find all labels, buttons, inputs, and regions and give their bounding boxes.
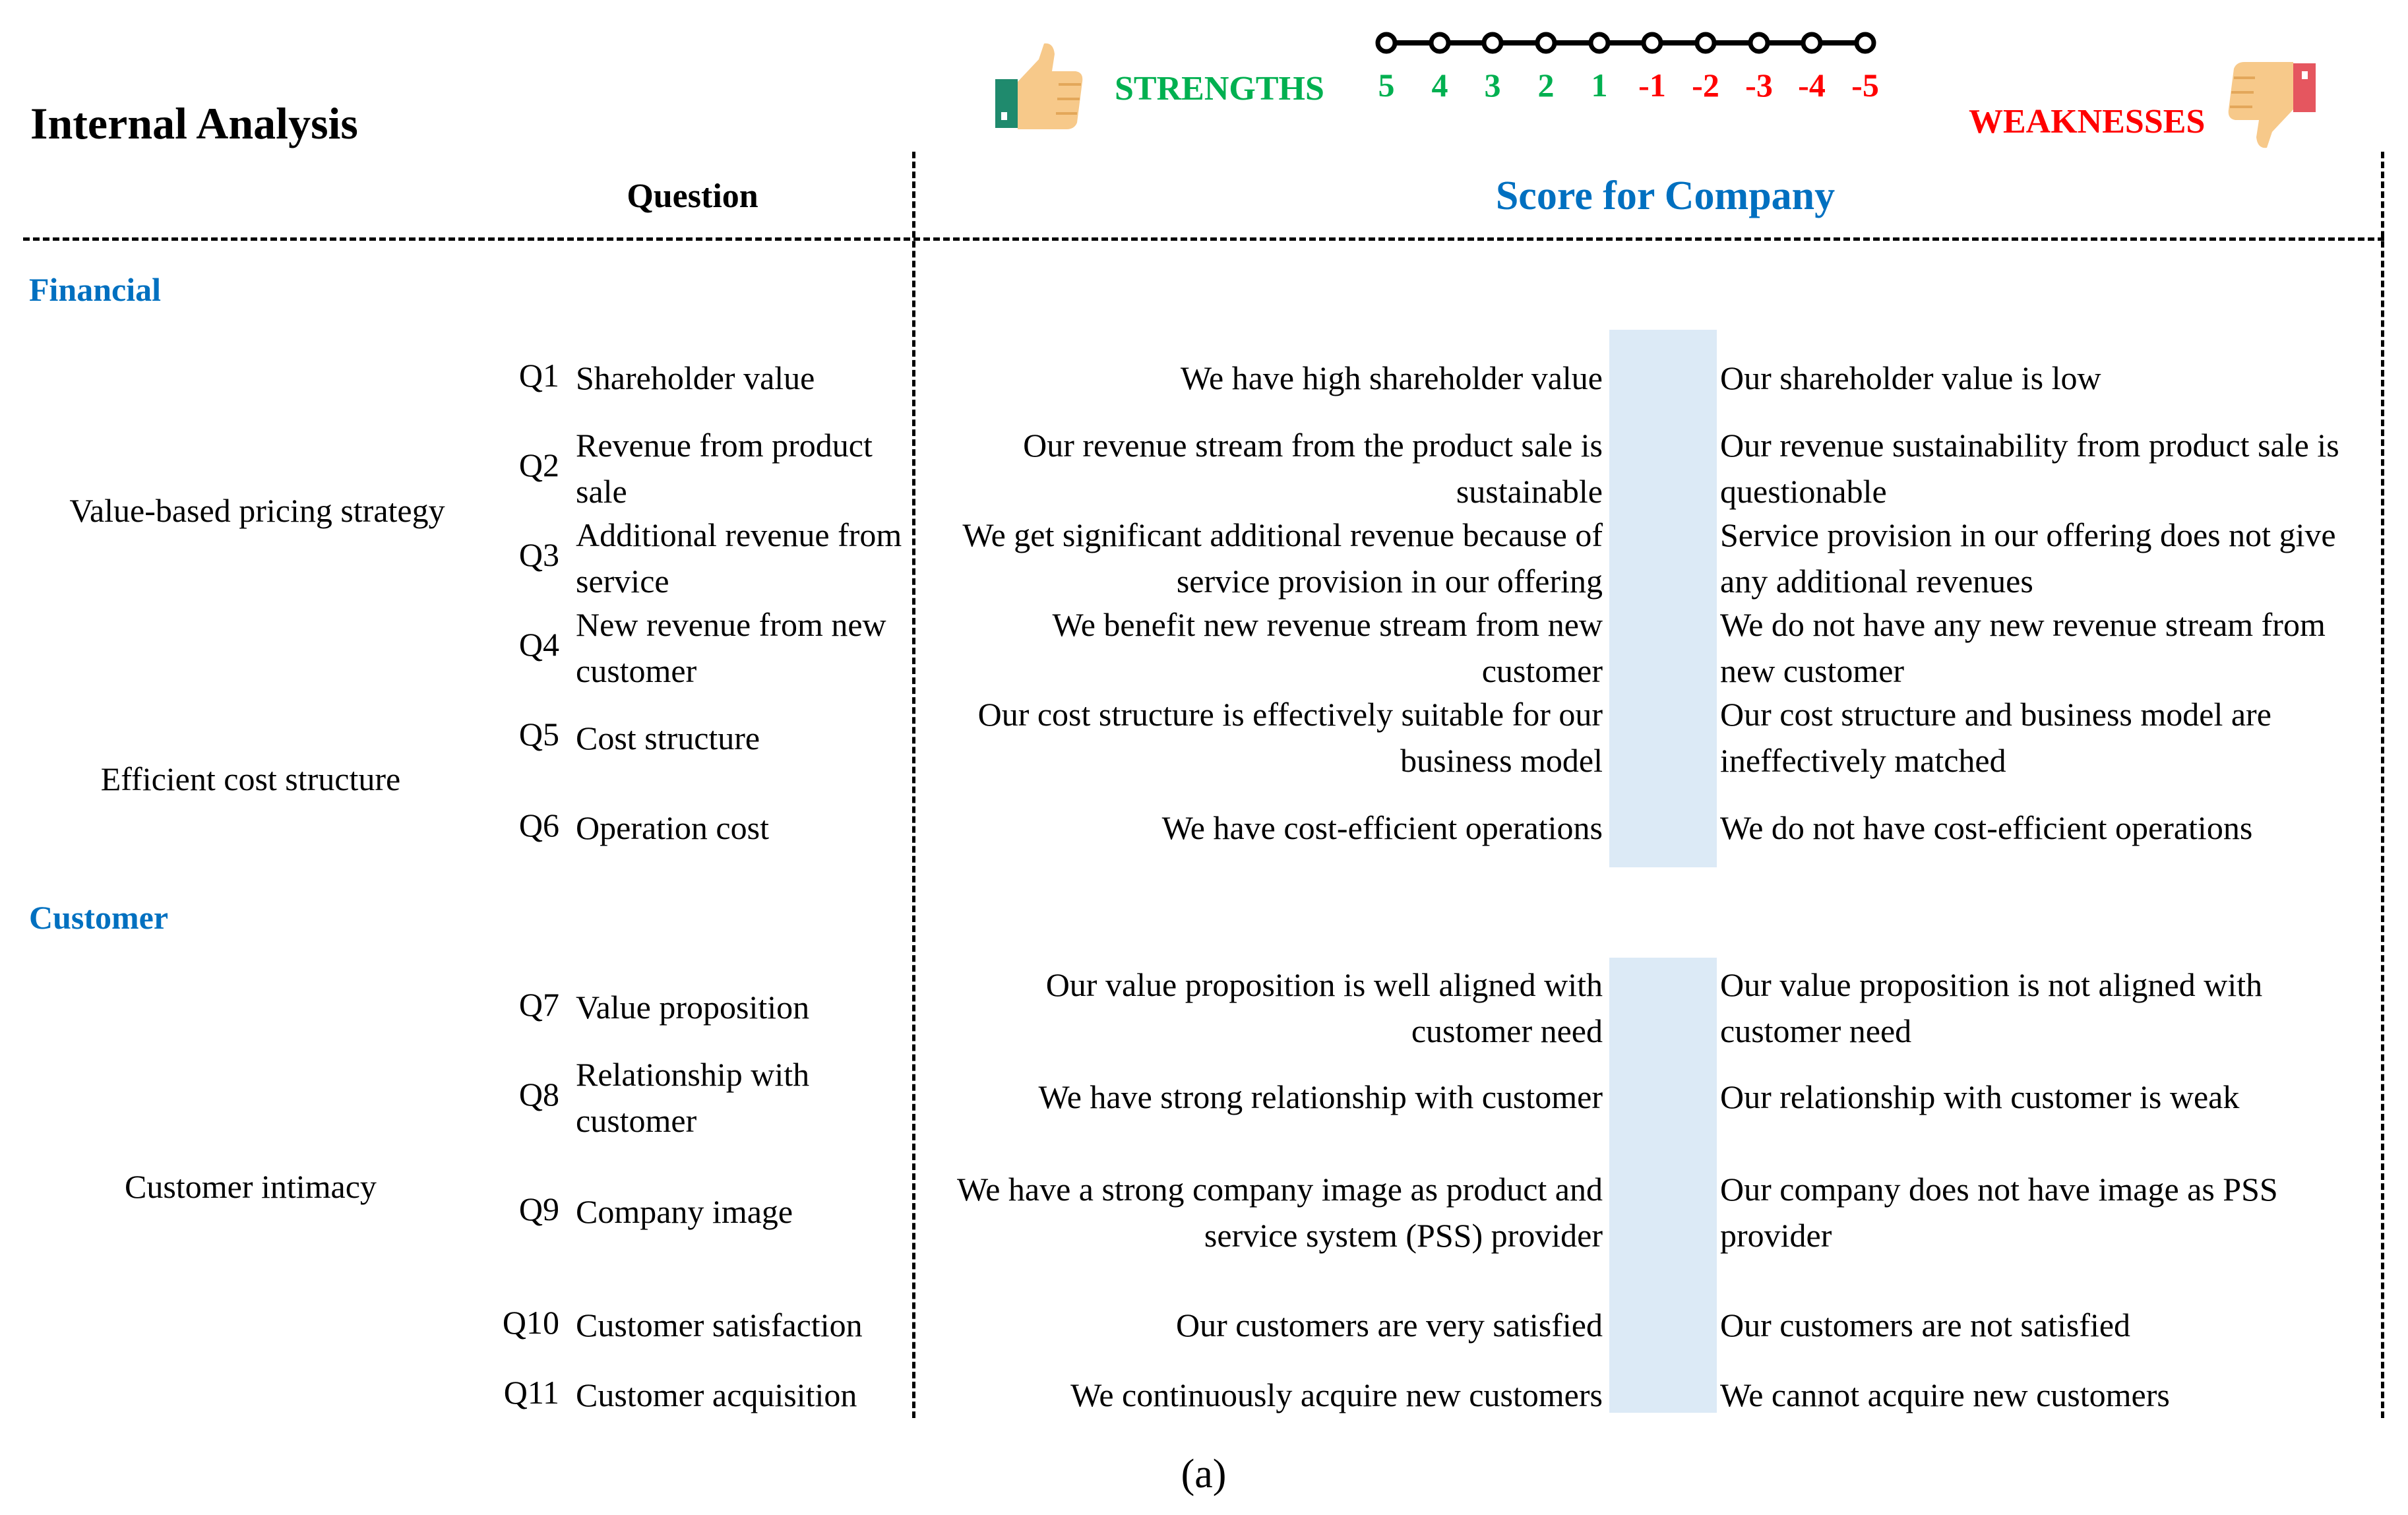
scale-node: [1484, 34, 1501, 51]
question-title: Operation cost: [576, 809, 769, 846]
strength-statement: Our value proposition is well aligned with customer need: [1045, 966, 1603, 1049]
strength-statement: We continuously acquire new customers: [1070, 1376, 1603, 1413]
question-title: Additional revenue from service: [576, 516, 902, 600]
strength-statement: We get significant additional revenue because of service provision in our offering: [962, 516, 1603, 600]
scale-label: 5: [1378, 67, 1395, 104]
weakness-statement: Our customers are not satisfied: [1720, 1307, 2131, 1344]
question-title: Customer acquisition: [576, 1376, 857, 1413]
score-column-header: Score for Company: [1495, 173, 1836, 218]
section-customer: Customer: [29, 899, 169, 936]
weakness-statement: We do not have any new revenue stream from new customer: [1720, 606, 2326, 689]
section-financial: Financial: [29, 271, 162, 308]
weakness-statement: Our revenue sustainability from product sale is questionable: [1720, 427, 2339, 510]
score-scale-line: [1372, 26, 1880, 59]
scale-node: [1750, 34, 1768, 51]
strength-statement: We benefit new revenue stream from new customer: [1052, 606, 1603, 689]
question-number: Q9: [518, 1190, 559, 1227]
weakness-statement: Our shareholder value is low: [1720, 359, 2101, 396]
question-number: Q5: [518, 716, 559, 753]
group-efficient-cost: Efficient cost structure: [100, 760, 401, 797]
scale-label: 2: [1537, 67, 1555, 104]
question-title: Revenue from product sale: [576, 427, 873, 510]
scale-label: -4: [1798, 67, 1826, 104]
question-title: New revenue from new customer: [576, 606, 886, 689]
weakness-statement: We cannot acquire new customers: [1720, 1376, 2170, 1413]
scale-label: 1: [1591, 67, 1608, 104]
weakness-statement: We do not have cost-efficient operations: [1720, 809, 2253, 846]
thumbs-up-icon: [993, 41, 1085, 133]
weakness-statement: Our value proposition is not aligned with customer need: [1720, 966, 2263, 1049]
group-customer-intimacy: Customer intimacy: [125, 1168, 377, 1205]
group-value-based-pricing: Value-based pricing strategy: [69, 492, 445, 529]
strength-statement: Our cost structure is effectively suitable for our business model: [977, 696, 1603, 779]
right-border: [2381, 152, 2384, 1418]
scale-node: [1431, 34, 1448, 51]
strength-statement: We have strong relationship with customer: [1038, 1078, 1603, 1115]
weakness-statement: Our company does not have image as PSS provider: [1720, 1171, 2278, 1254]
scale-label: -3: [1745, 67, 1773, 104]
scale-label: -2: [1692, 67, 1719, 104]
scale-node: [1697, 34, 1714, 51]
scale-node: [1803, 34, 1820, 51]
thumbs-down-icon: [2226, 58, 2318, 150]
weakness-statement: Our cost structure and business model are ineffectively matched: [1720, 696, 2271, 779]
scale-node: [1644, 34, 1661, 51]
question-number: Q4: [518, 626, 559, 663]
strengths-legend: STRENGTHS: [1115, 70, 1324, 108]
score-band-financial: [1609, 330, 1717, 867]
question-number: Q11: [503, 1374, 559, 1411]
question-number: Q10: [502, 1304, 559, 1341]
scale-label: 3: [1484, 67, 1501, 104]
question-number: Q8: [518, 1076, 559, 1113]
strength-statement: Our customers are very satisfied: [1176, 1307, 1603, 1344]
strength-statement: We have a strong company image as product and service system (PSS) provider: [957, 1171, 1603, 1254]
strength-statement: Our revenue stream from the product sale is sustainable: [1023, 427, 1603, 510]
question-title: Relationship with customer: [576, 1056, 810, 1139]
question-title: Company image: [576, 1193, 793, 1230]
figure-caption: (a): [1181, 1452, 1227, 1497]
scale-label: -5: [1851, 67, 1879, 104]
scale-node: [1537, 34, 1555, 51]
question-number: Q3: [518, 536, 559, 573]
weakness-statement: Service provision in our offering does not give any additional revenues: [1720, 516, 2336, 600]
scale-node: [1591, 34, 1608, 51]
scale-label: 4: [1431, 67, 1448, 104]
score-band-customer: [1609, 958, 1717, 1413]
strength-statement: We have high shareholder value: [1180, 359, 1603, 396]
header-divider: [23, 237, 2384, 241]
scale-node: [1857, 34, 1874, 51]
scale-label: -1: [1638, 67, 1666, 104]
question-number: Q1: [518, 357, 559, 394]
question-number: Q6: [518, 807, 559, 844]
question-number: Q7: [518, 986, 559, 1023]
question-title: Customer satisfaction: [576, 1307, 863, 1344]
weakness-statement: Our relationship with customer is weak: [1720, 1078, 2240, 1115]
question-title: Cost structure: [576, 720, 760, 757]
page-title: Internal Analysis: [30, 98, 358, 148]
question-column-header: Question: [627, 177, 758, 215]
scale-node: [1378, 34, 1395, 51]
weaknesses-legend: WEAKNESSES: [1969, 103, 2206, 140]
strength-statement: We have cost-efficient operations: [1161, 809, 1603, 846]
question-title: Value proposition: [576, 989, 810, 1026]
question-title: Shareholder value: [576, 359, 815, 396]
question-number: Q2: [518, 447, 559, 483]
